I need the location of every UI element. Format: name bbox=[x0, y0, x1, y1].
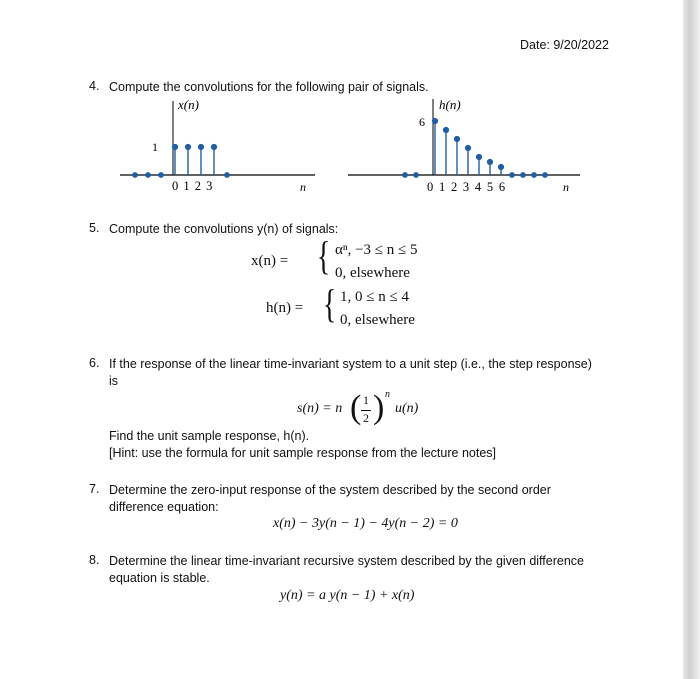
h-stem-2-dot bbox=[454, 136, 459, 141]
q5-number: 5. bbox=[89, 221, 100, 235]
q7-line1: Determine the zero-input response of the system described by the second order bbox=[109, 483, 551, 497]
h-stem-1-dot bbox=[443, 127, 448, 132]
q6-number: 6. bbox=[89, 356, 100, 370]
q8-line2: equation is stable. bbox=[109, 571, 210, 585]
h-plot-label: h(n) bbox=[439, 97, 461, 112]
x-zero-dot bbox=[133, 173, 138, 178]
q4-number: 4. bbox=[89, 79, 100, 93]
q7-number: 7. bbox=[89, 482, 100, 496]
q6-line2: is bbox=[109, 374, 119, 388]
q5-x-case2: 0, elsewhere bbox=[335, 265, 410, 281]
q4-text: Compute the convolutions for the following pair of signals. bbox=[109, 80, 429, 94]
q6-eq-rparen: ) bbox=[373, 389, 385, 426]
q5-text: Compute the convolutions y(n) of signals: bbox=[109, 222, 339, 236]
q5-h-lhs: h(n) = bbox=[266, 300, 304, 316]
date-label: Date: 9/20/2022 bbox=[520, 38, 609, 52]
h-stem-4-dot bbox=[476, 154, 481, 159]
x-stem-1-dot bbox=[185, 144, 190, 149]
x-stem-0-dot bbox=[172, 144, 177, 149]
x-plot-label: x(n) bbox=[178, 97, 199, 112]
h-plot-ytick: 6 bbox=[419, 115, 425, 129]
x-signal-plot bbox=[115, 95, 315, 195]
x-stem-2-dot bbox=[198, 144, 203, 149]
h-zero-dot bbox=[414, 173, 419, 178]
x-plot-xlabel: n bbox=[300, 180, 306, 194]
q6-find: Find the unit sample response, h(n). bbox=[109, 429, 310, 443]
q6-eq-exponent: n bbox=[385, 389, 390, 400]
q8-line1: Determine the linear time-invariant recursive system described by the given difference bbox=[109, 554, 584, 568]
h-stem-5-dot bbox=[487, 159, 492, 164]
q7-equation: x(n) − 3y(n − 1) − 4y(n − 2) = 0 bbox=[273, 516, 458, 531]
page-edge-shadow bbox=[683, 0, 700, 679]
q6-hint: [Hint: use the formula for unit sample response from the lecture notes] bbox=[109, 446, 496, 460]
h-zero-dot bbox=[532, 173, 537, 178]
h-zero-dot bbox=[510, 173, 515, 178]
x-zero-dot bbox=[146, 173, 151, 178]
q8-number: 8. bbox=[89, 553, 100, 567]
q5-x-lhs: x(n) = bbox=[251, 253, 289, 269]
x-plot-ytick: 1 bbox=[152, 140, 158, 154]
q6-eq-rhs: u(n) bbox=[395, 401, 419, 416]
h-stem-0-dot bbox=[432, 118, 437, 123]
h-plot-xlabel: n bbox=[563, 180, 569, 194]
q6-line1: If the response of the linear time-invariant system to a unit step (i.e., the step response) bbox=[109, 357, 592, 371]
q5-x-case1: αⁿ, −3 ≤ n ≤ 5 bbox=[335, 242, 418, 258]
q6-eq-lparen: ( bbox=[350, 389, 362, 426]
x-stem-3-dot bbox=[211, 144, 216, 149]
q5-h-case1: 1, 0 ≤ n ≤ 4 bbox=[340, 289, 409, 305]
q6-eq-frac-den: 2 bbox=[363, 411, 369, 425]
h-zero-dot bbox=[403, 173, 408, 178]
q8-equation: y(n) = a y(n − 1) + x(n) bbox=[280, 588, 415, 603]
q6-eq-lhs: s(n) = n bbox=[297, 401, 343, 416]
h-signal-plot bbox=[345, 95, 580, 195]
h-plot-xticks: 0 1 2 3 4 5 6 bbox=[427, 180, 507, 194]
q5-h-case2: 0, elsewhere bbox=[340, 312, 415, 328]
h-stem-3-dot bbox=[465, 145, 470, 150]
x-zero-dot bbox=[159, 173, 164, 178]
q6-eq-frac-num: 1 bbox=[363, 393, 369, 407]
x-plot-xticks: 0 1 2 3 bbox=[172, 179, 214, 193]
q5-x-brace: { bbox=[316, 233, 331, 278]
h-zero-dot bbox=[521, 173, 526, 178]
q5-h-brace: { bbox=[322, 281, 337, 326]
x-zero-dot bbox=[225, 173, 230, 178]
q7-line2: difference equation: bbox=[109, 500, 219, 514]
h-stem-6-dot bbox=[498, 164, 503, 169]
h-zero-dot bbox=[543, 173, 548, 178]
